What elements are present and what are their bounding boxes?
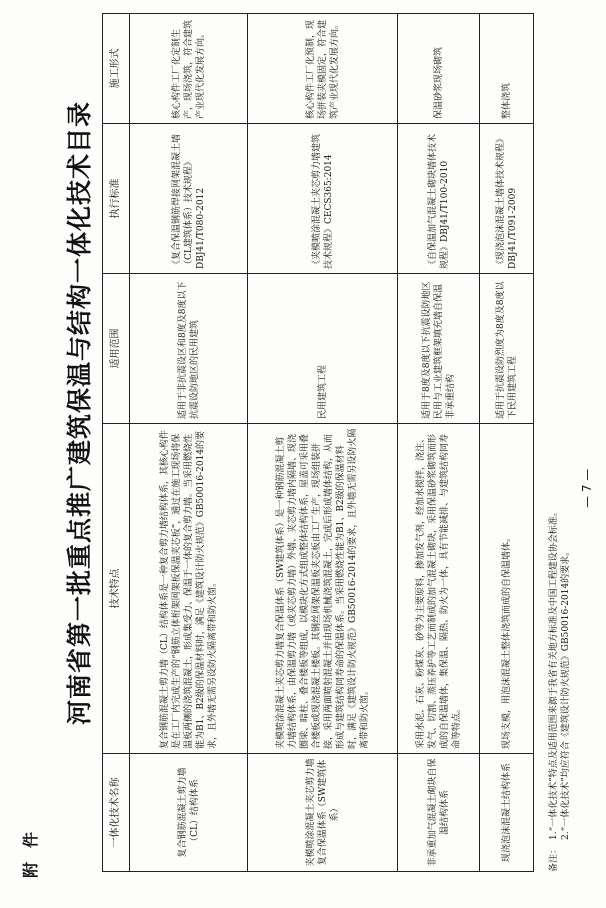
cell-features: 复合钢筋混凝土剪力墙（CL）结构体系是一种复合剪力墙结构体系，其核心构件是在工厂内完成生产的“钢筋立体桁架网架板保温夹芯板”，通过在施工现场将保温板两侧的浇筑混凝土，形成集受力、保温于一体的复合剪力墙。当采用燃烧性能为B1、B2级的保温材料时，满足《建筑设计防火规范》GB50016-2014的要求，且外墙无需另设防火隔离带和防火窗。: [130, 424, 248, 754]
cell-features: 夹模喷涂混凝土夹芯剪力墙复合保温体系（SW建筑体系）是一种钢筋混凝土剪力墙结构体系，由保温剪力墙（或夹芯剪力墙）外墙、夹芯剪力墙内隔墙、现浇圈梁、暗柱、叠合楼板等组成，以模块化方式组成整体结构体系，屋盖可采用叠合楼板或现浇混凝土楼板。其钢丝网架保温板夹芯板由工厂生产，现场组装拼接，采用两面喷射混凝土并由现场机械浇筑混凝土，完成后形成墙体结构，从而形成与建筑结构同寿命的保温体系。当采用燃烧性能为B1、B2级的保温材料时，满足《建筑设计防火规范》GB50016-2014的要求，且外墙无需另设防火隔离带和防火窗。: [248, 424, 398, 754]
cell-name: 现浇泡沫混凝土结构体系: [480, 754, 534, 872]
cell-scope: 适用于非抗震设区和8度及8度以下抗震设防地区的民用建筑: [130, 274, 248, 424]
table-header-row: [103, 14, 130, 872]
cell-construction: 保温砂浆现场砌筑: [398, 14, 480, 124]
cell-standard: 《复合保温钢筋焊接网架混凝土墙（CL建筑体系）技术规程》DBJ41/T080-2012: [130, 124, 248, 274]
cell-construction: 核心构件工厂化预制，现场拼装夹模固定，符合建筑产业现代化发展方向。: [248, 14, 398, 124]
notes-label: 备注：: [549, 844, 559, 872]
cell-scope: 适用于抗震设防烈度为8度及8度以下民用建筑工程: [480, 274, 534, 424]
header-scope: 适用范围: [103, 274, 130, 424]
table-row: [398, 14, 480, 872]
header-features: 技术特点: [103, 424, 130, 754]
table-row: [130, 14, 248, 872]
attachment-label: 附件: [21, 817, 40, 878]
note-item: 1.“一体化技术”特点及适用范围来源于我省有关地方标准及中国工程建设协会标准。: [549, 507, 559, 840]
notes-spacer: [560, 840, 572, 872]
page-title: 河南省第一批重点推广建筑保温与结构一体化技术目录: [65, 101, 94, 726]
header-name: 一体化技术名称: [103, 754, 130, 872]
header-construction: 施工形式: [103, 14, 130, 124]
cell-standard: 《自保温加气混凝土砌块墙体技术规程》DBJ41/T100-2010: [398, 124, 480, 274]
cell-construction: 整体浇筑: [480, 14, 534, 124]
cell-standard: 《夹模喷涂混凝土夹芯剪力墙建筑技术规程》CECS365:2014: [248, 124, 398, 274]
table-row: [248, 14, 398, 872]
cell-name: 夹模喷涂混凝土夹芯剪力墙复合保温体系（SW建筑体系）: [248, 754, 398, 872]
header-standard: 执行标准: [103, 124, 130, 274]
cell-standard: 《现浇泡沫混凝土墙体技术规程》DBJ41/T091-2009: [480, 124, 534, 274]
table-row: [480, 14, 534, 872]
cell-name: 复合钢筋混凝土剪力墙（CL）结构体系: [130, 754, 248, 872]
cell-features: 现场支模，用泡沫混凝土整体浇筑而成的自保温墙体。: [480, 424, 534, 754]
cell-scope: 民用建筑工程: [248, 274, 398, 424]
cell-name: 非承重加气混凝土砌块自保温结构体系: [398, 754, 480, 872]
cell-construction: 核心构件工厂化定制生产，现场浇筑，符合建筑产业现代化发展方向。: [130, 14, 248, 124]
cell-scope: 适用于8度及8度以下抗震设防地区民用与工业建筑框架填充墙自保温非承重结构: [398, 274, 480, 424]
cell-features: 采用水泥、石灰、粉煤灰、砂等为主要原料，掺加发气剂，经加水搅拌，浇注、发气、切割、蒸压养护等工艺而制成的加气混凝土砌块，采用保温砂浆砌筑而形成的自保温墙体，集保温、隔热、防火为一体，具有节能减排、与建筑结构同寿命等特点。: [398, 424, 480, 754]
page-number: — 7 —: [580, 468, 594, 508]
technology-table: [102, 13, 534, 872]
notes: [548, 14, 572, 872]
note-item: 2.“一体化技术”均应符合《建筑设计防火规范》GB50016-2014的要求。: [561, 546, 571, 840]
